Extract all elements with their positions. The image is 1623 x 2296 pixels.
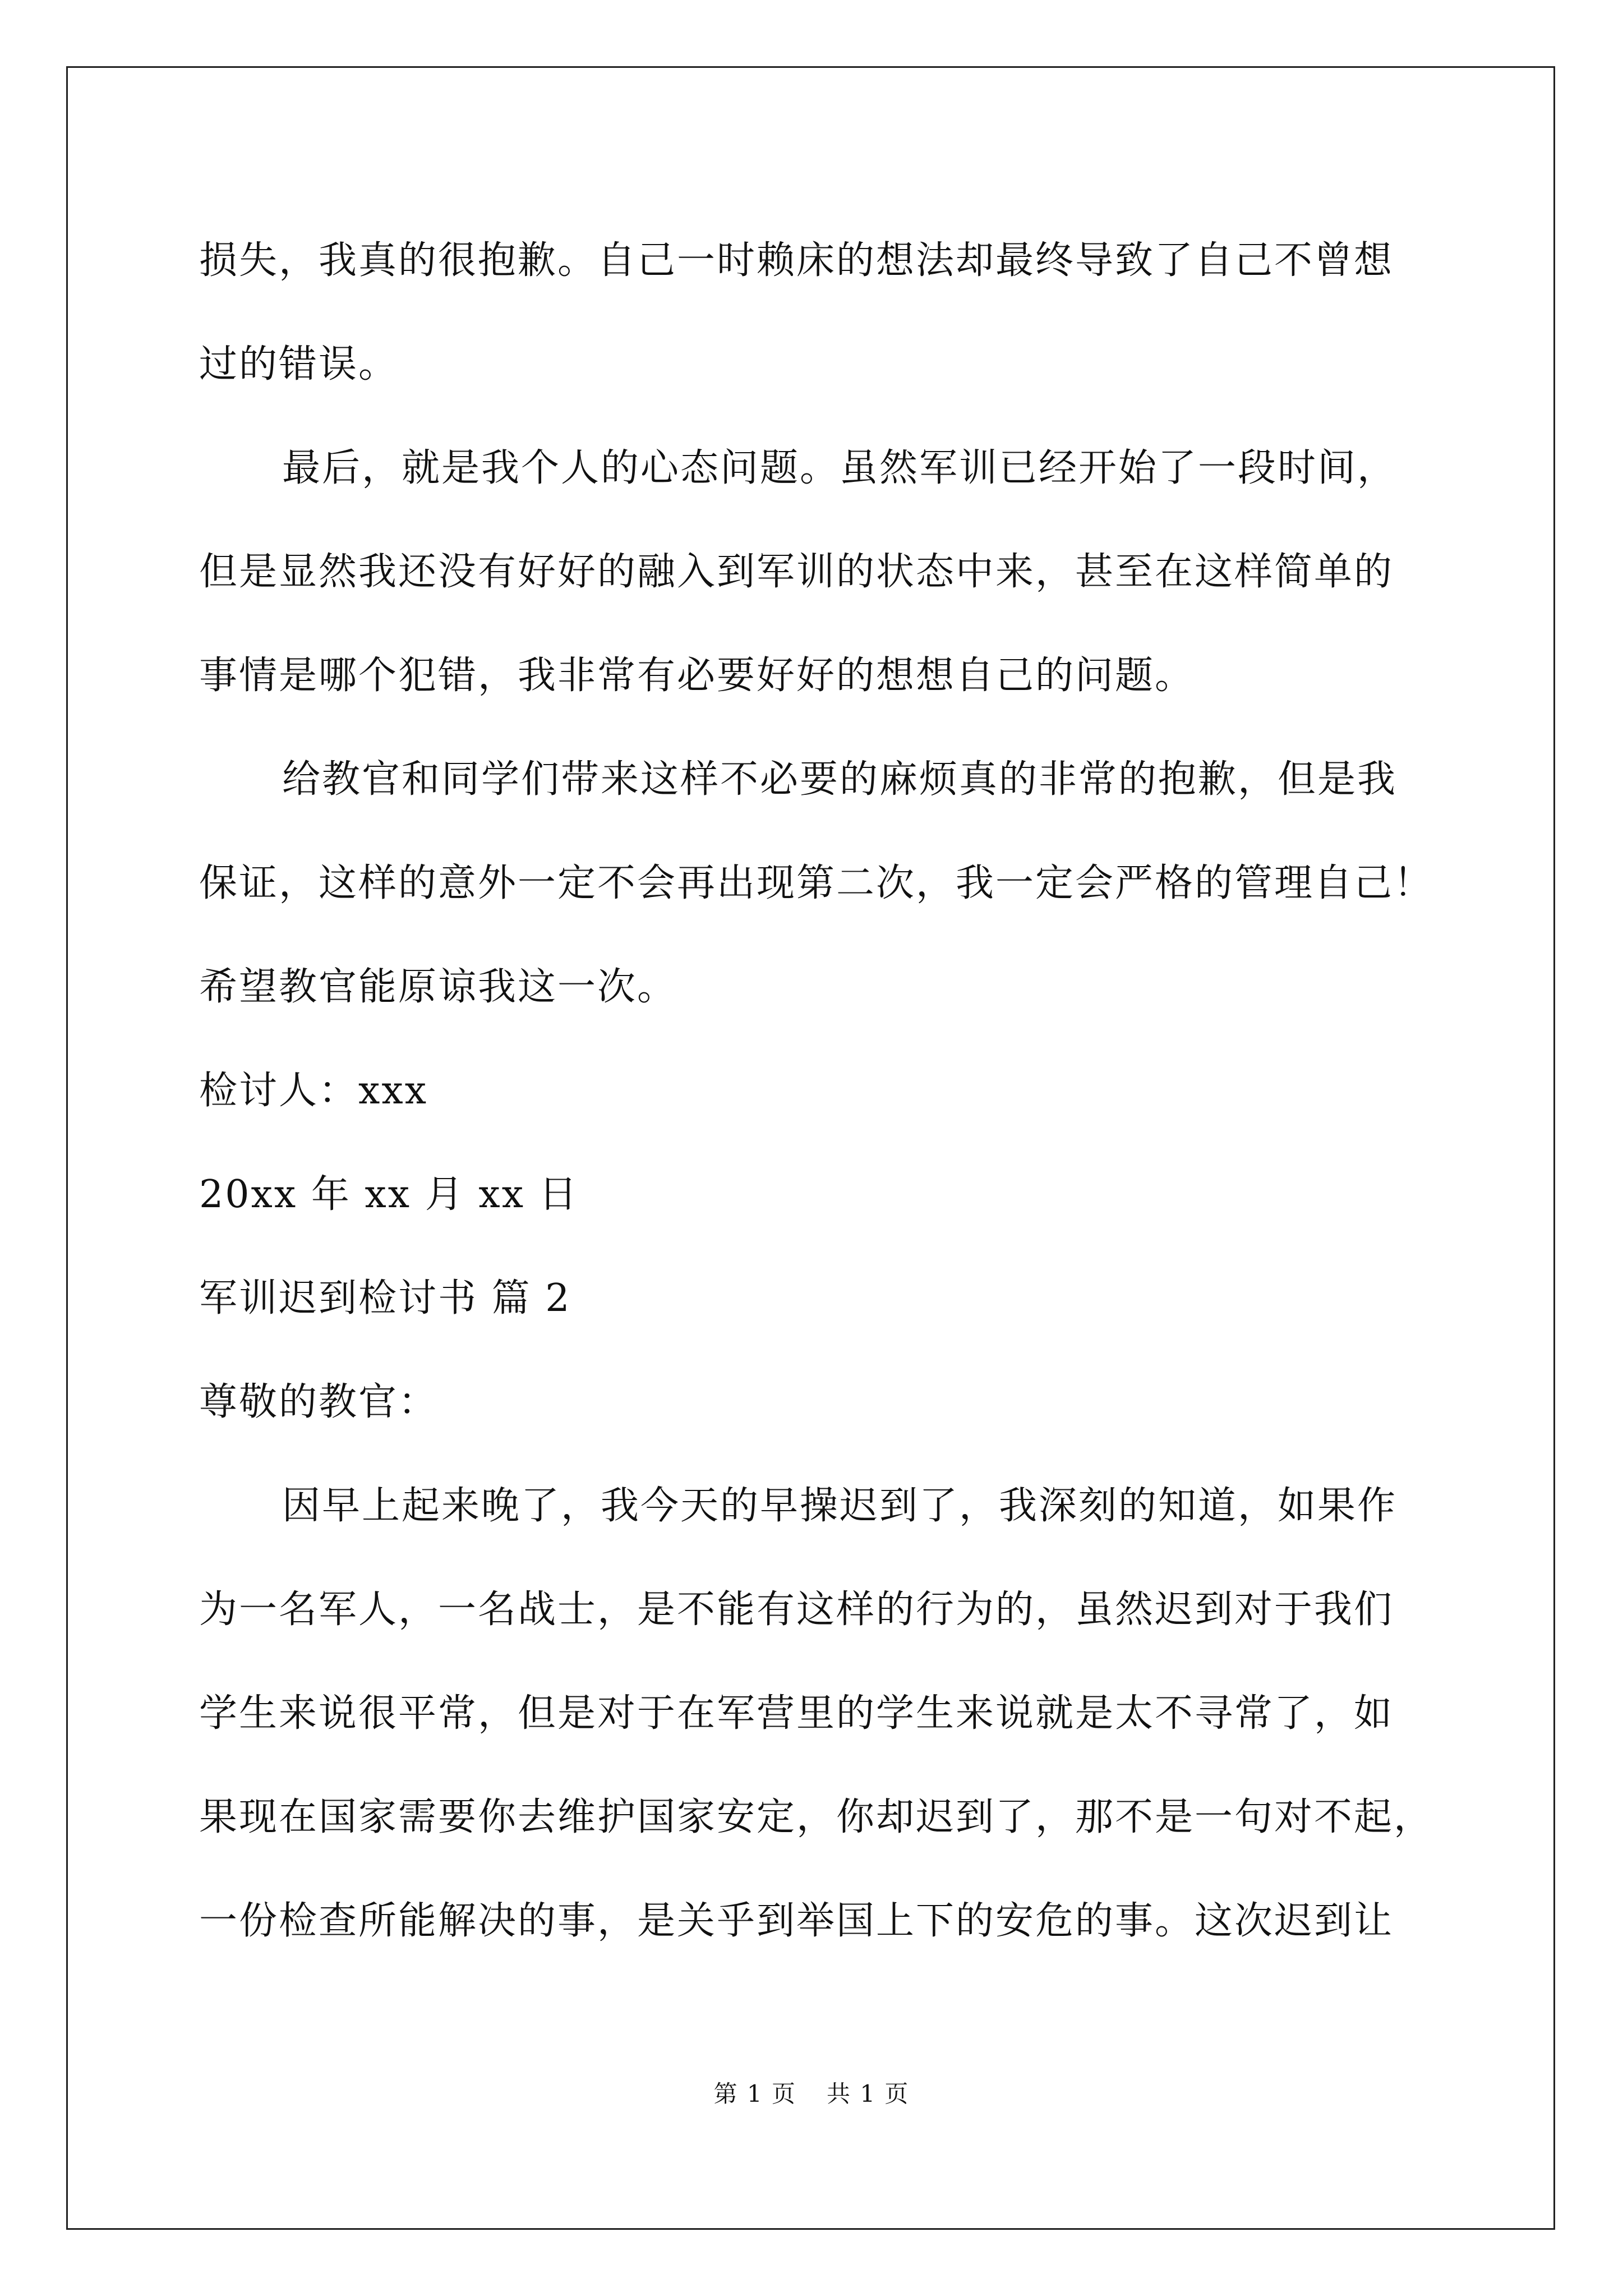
paragraph-start-line: 给教官和同学们带来这样不必要的麻烦真的非常的抱歉，但是我 xyxy=(282,757,1398,802)
signature-line: 检讨人：xxx xyxy=(199,1069,428,1113)
text-line: 但是显然我还没有好好的融入到军训的状态中来，甚至在这样简单的 xyxy=(199,550,1394,594)
text-line: 损失，我真的很抱歉。自己一时赖床的想法却最终导致了自己不曾想 xyxy=(199,238,1394,283)
date-line: 20xx 年 xx 月 xx 日 xyxy=(199,1172,579,1217)
section-title: 军训迟到检讨书 篇 2 xyxy=(199,1276,571,1320)
salutation: 尊敬的教官： xyxy=(199,1380,439,1424)
page-footer xyxy=(0,2076,1623,2109)
text-line: 事情是哪个犯错，我非常有必要好好的想想自己的问题。 xyxy=(199,654,1195,698)
paragraph-start-line: 因早上起来晚了，我今天的早操迟到了，我深刻的知道，如果作 xyxy=(282,1484,1398,1528)
text-line: 一份检查所能解决的事，是关乎到举国上下的安危的事。这次迟到让 xyxy=(199,1899,1394,1943)
text-line: 果现在国家需要你去维护国家安定，你却迟到了，那不是一句对不起， xyxy=(199,1795,1434,1839)
paragraph-start-line: 最后，就是我个人的心态问题。虽然军训已经开始了一段时间， xyxy=(282,446,1398,490)
page-number-current: 第 1 页 xyxy=(713,2080,796,2108)
text-line: 过的错误。 xyxy=(199,342,399,386)
text-line: 学生来说很平常，但是对于在军营里的学生来说就是太不寻常了，如 xyxy=(199,1691,1394,1736)
document-body xyxy=(199,209,1455,1973)
text-line: 为一名军人，一名战士，是不能有这样的行为的，虽然迟到对于我们 xyxy=(199,1588,1394,1632)
text-line: 希望教官能原谅我这一次。 xyxy=(199,965,677,1009)
page-number-total: 共 1 页 xyxy=(827,2080,910,2108)
text-line: 保证，这样的意外一定不会再出现第二次，我一定会严格的管理自己！ xyxy=(199,861,1434,905)
